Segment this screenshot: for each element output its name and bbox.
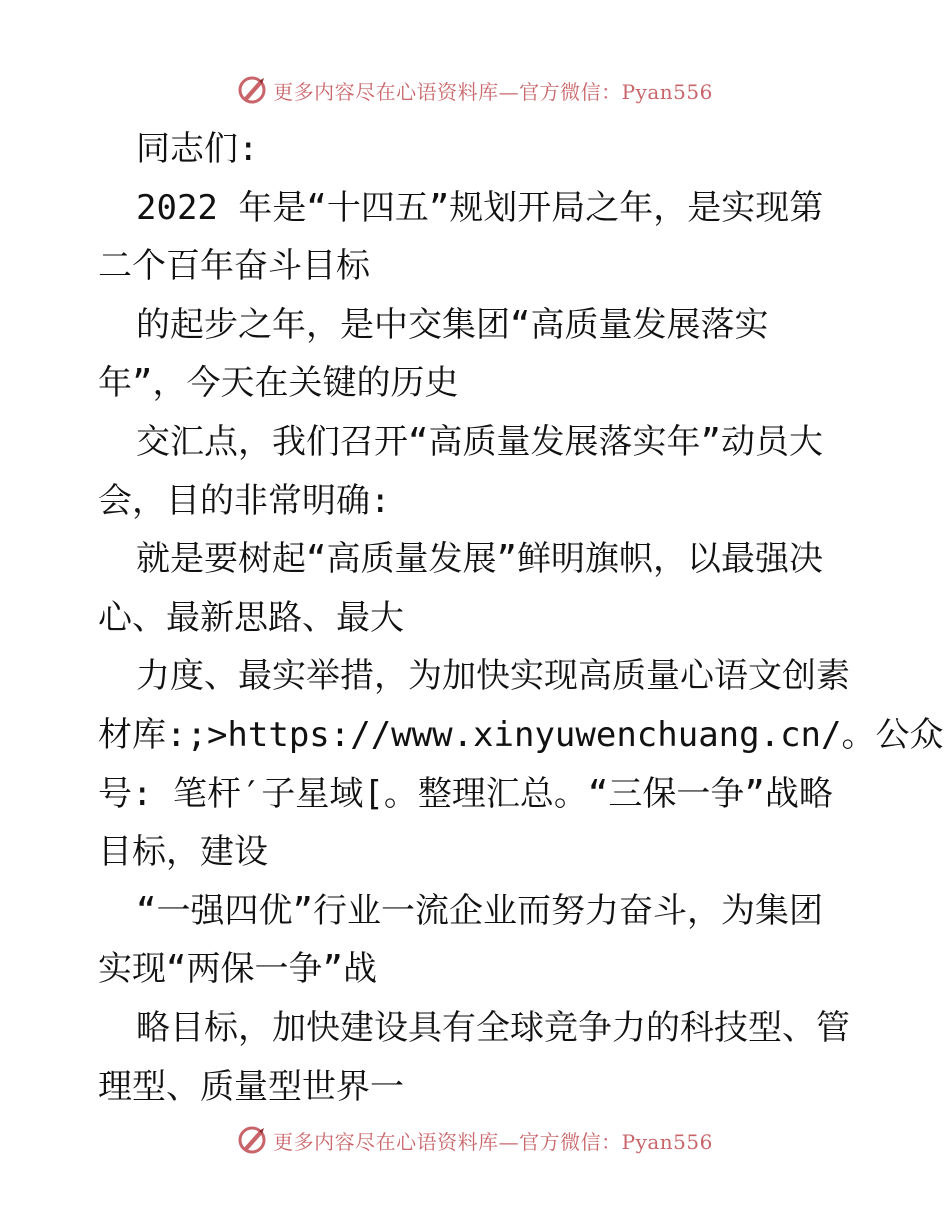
text-line: 就是要树起“高质量发展”鲜明旗帜，以最强决 — [136, 539, 823, 580]
text-line: 略目标，加快建设具有全球竞争力的科技型、管 — [136, 1007, 850, 1048]
text-line: 会，目的非常明确: — [98, 480, 391, 521]
text-line: 二个百年奋斗目标 — [98, 246, 370, 287]
text-line: “一强四优”行业一流企业而努力奋斗，为集团 — [136, 890, 823, 931]
text-line: 实现“两保一争”战 — [98, 949, 377, 990]
text-line: 目标，建设 — [98, 832, 268, 873]
text-line: 材库:;>https://www.xinyuwenchuang.cn/。公众 — [98, 714, 944, 755]
text-line: 年”，今天在关键的历史 — [98, 363, 459, 404]
text-line: 同志们: — [136, 129, 259, 169]
text-line: 交汇点，我们召开“高质量发展落实年”动员大 — [136, 421, 823, 462]
text-line: 的起步之年，是中交集团“高质量发展落实 — [136, 304, 769, 345]
quill-logo-icon — [237, 1125, 267, 1155]
footer-watermark-text: 更多内容尽在心语资料库—官方微信：Pyan556 — [273, 1129, 713, 1154]
text-line: 号: 笔杆′子星域[。整理汇总。“三保一争”战略 — [98, 773, 833, 814]
text-line: 理型、质量型世界一 — [98, 1066, 404, 1107]
text-line: 力度、最实举措，为加快实现高质量心语文创素 — [136, 656, 850, 697]
text-line: 心、最新思路、最大 — [98, 597, 404, 638]
header-watermark — [0, 70, 950, 110]
text-line: 2022 年是“十四五”规划开局之年，是实现第 — [136, 187, 824, 228]
footer-watermark — [0, 1120, 950, 1160]
document-body — [98, 120, 944, 1116]
quill-logo-icon — [237, 75, 267, 105]
header-watermark-text: 更多内容尽在心语资料库—官方微信：Pyan556 — [273, 79, 713, 104]
